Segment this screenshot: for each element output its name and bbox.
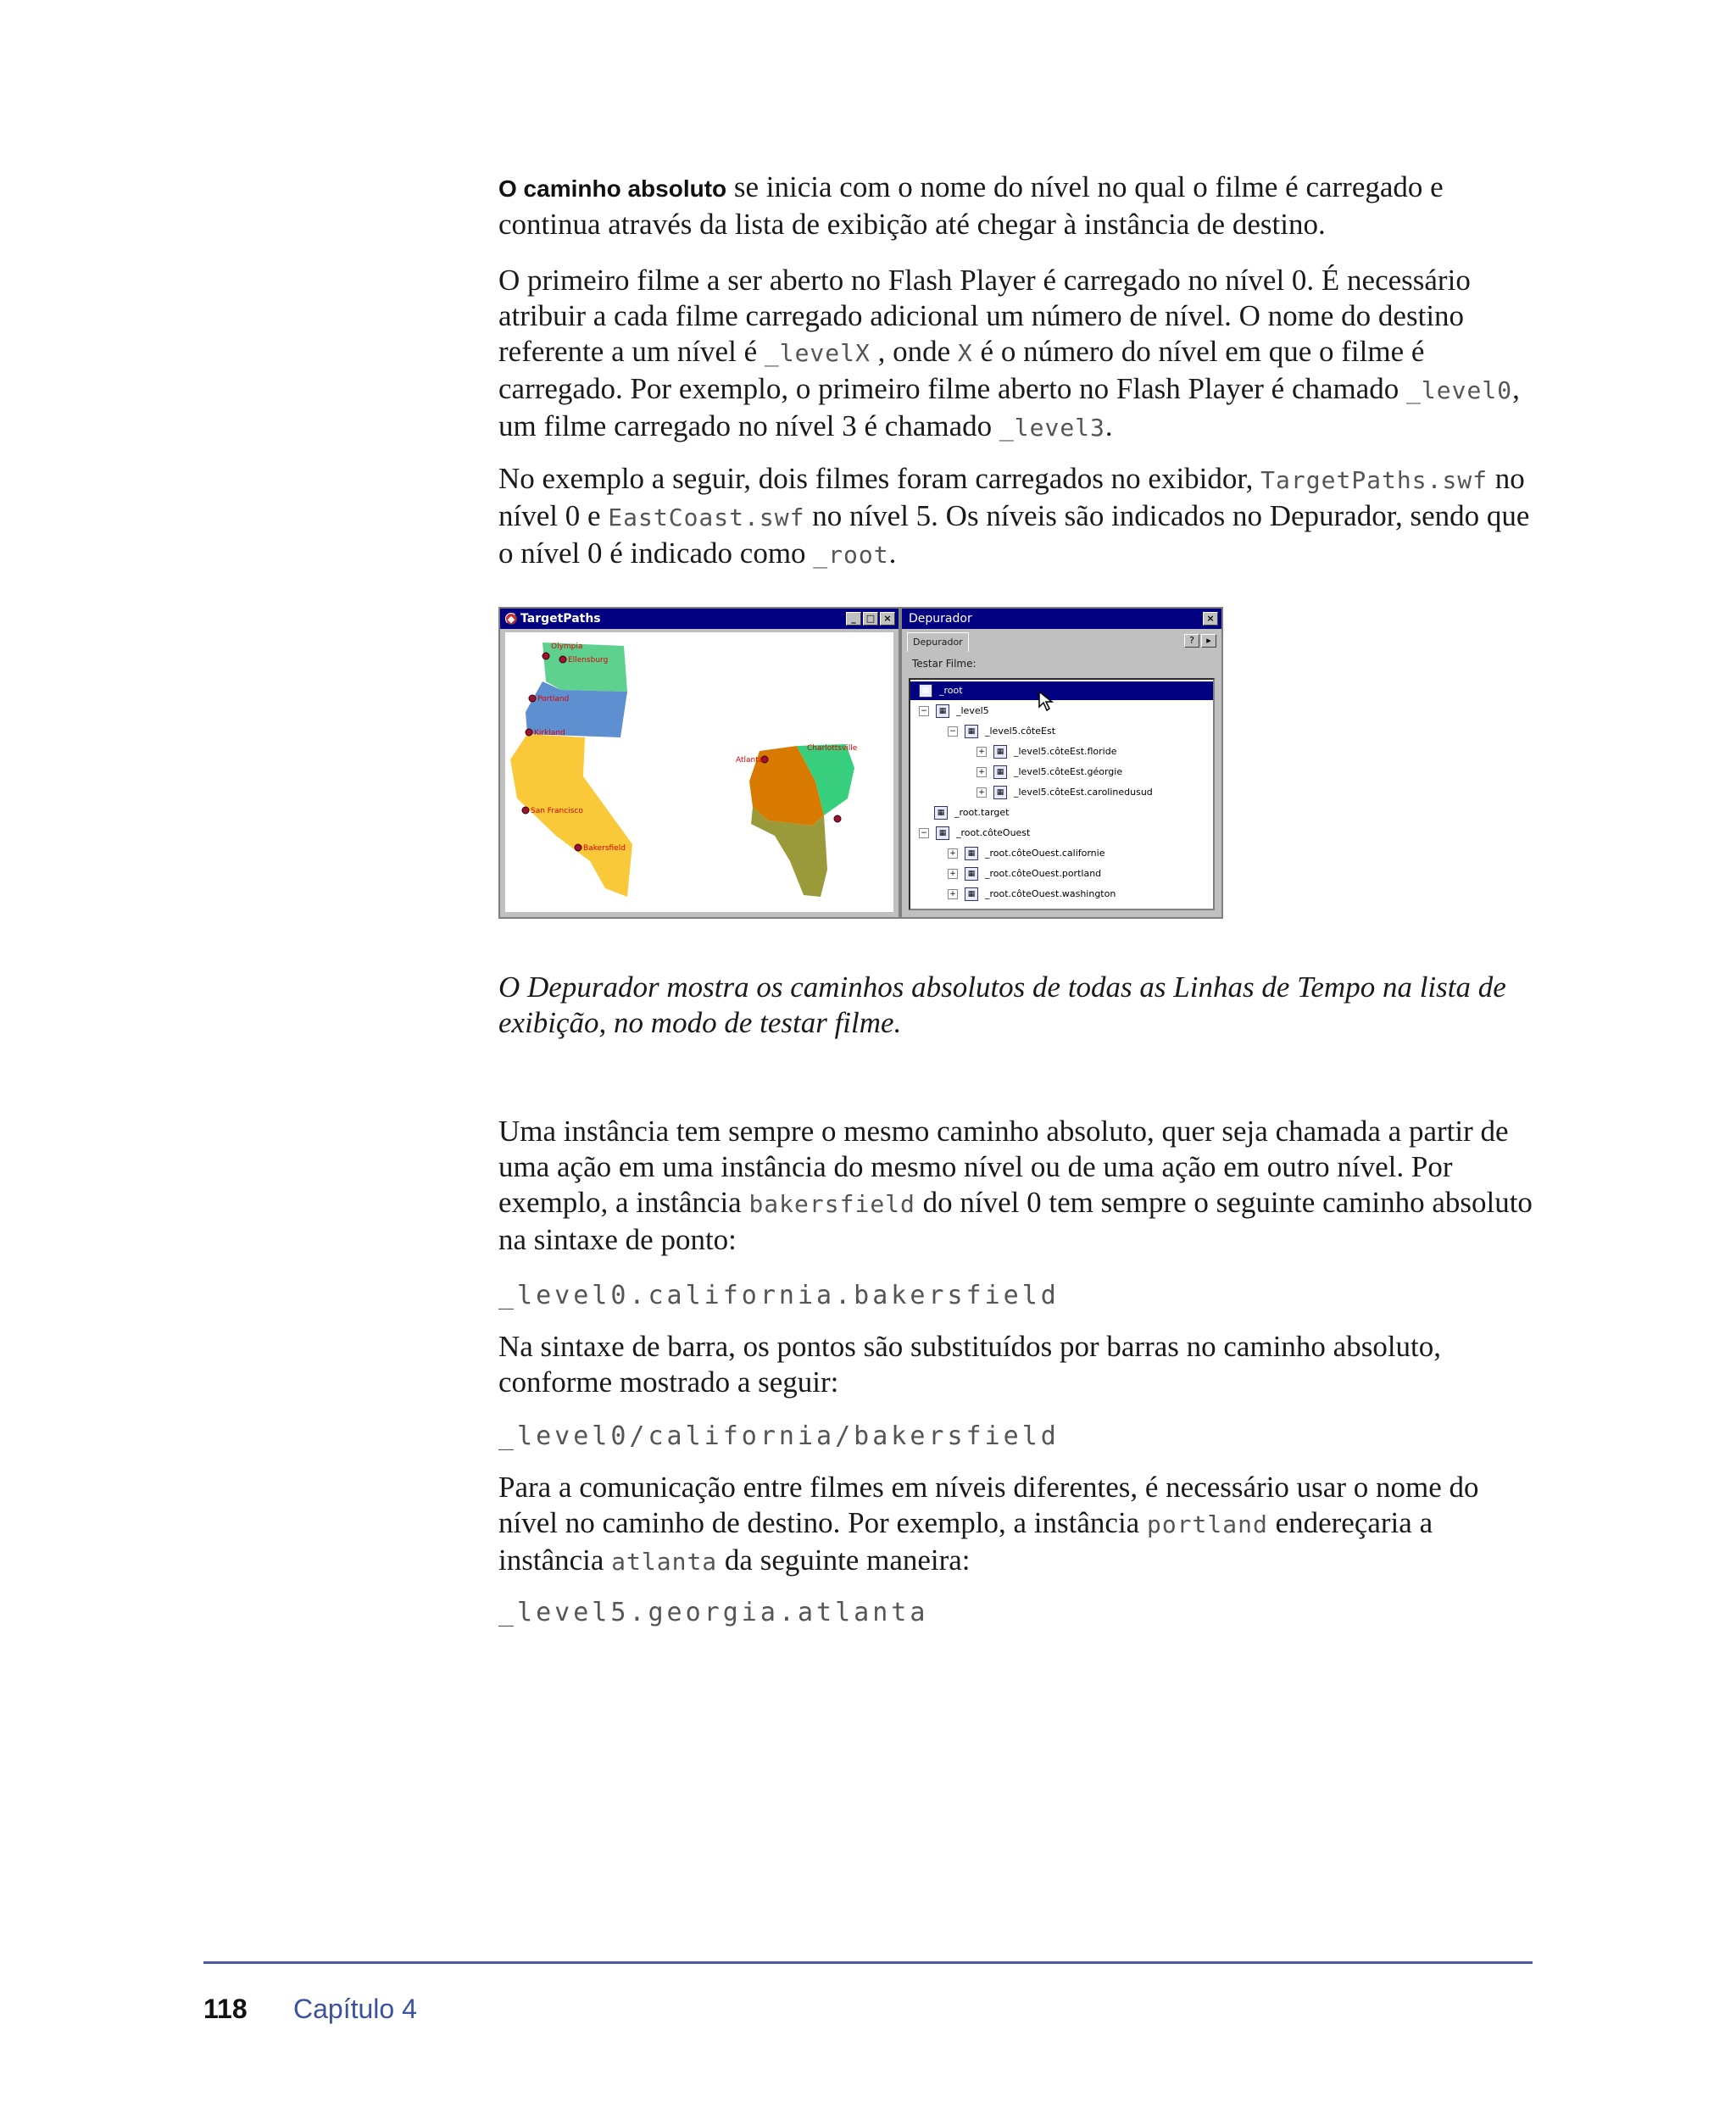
targetpaths-window (498, 607, 900, 919)
expand-icon[interactable]: + (976, 787, 987, 798)
tree-item-label: _root.côteOuest (956, 827, 1031, 838)
caption-text: O Depurador mostra os caminhos absolutos de todas as Linhas de Tempo na lista de exibição, no modo de testar filme. (498, 971, 1506, 1039)
tree-item-label: _root.côteOuest.washington (985, 888, 1116, 899)
tree-item-label: _root.target (954, 807, 1010, 818)
code-inline: EastCoast.swf (608, 503, 805, 531)
expand-icon[interactable]: + (976, 767, 987, 777)
chapter-title: Capítulo 4 (293, 1994, 417, 2024)
maximize-icon[interactable]: □ (863, 612, 878, 626)
movieclip-icon: ▦ (936, 704, 949, 718)
city-label: San Francisco (531, 807, 583, 815)
movieclip-icon: ▦ (936, 826, 949, 840)
tree-item[interactable] (948, 865, 1101, 883)
text: No exemplo a seguir, dois filmes foram carregados no exibidor, (498, 462, 1261, 495)
tree-item[interactable] (948, 844, 1104, 863)
code-inline: _root (813, 541, 889, 569)
text: Uma instância tem sempre o mesmo caminho absoluto, quer seja chamada a partir de uma ação em uma instância do mesmo nível ou de uma ação em outro nível. Por exemplo, a instância (498, 1115, 1509, 1219)
city-label: Atlanta (736, 756, 764, 765)
collapse-icon[interactable]: − (919, 828, 929, 838)
movieclip-icon: ▦ (993, 786, 1007, 799)
code-line: _level0.california.bakersfield (498, 1281, 1060, 1310)
tab-depurador[interactable]: Depurador (907, 632, 969, 652)
code-inline: portland (1146, 1510, 1268, 1538)
movieclip-icon: ▦ (965, 725, 978, 738)
testar-filme-label: Testar Filme: (912, 658, 976, 670)
code-inline: atlanta (611, 1548, 718, 1576)
tree-item[interactable] (976, 763, 1122, 781)
text: Na sintaxe de barra, os pontos são substituídos por barras no caminho absoluto, conforme mostrado a seguir: (498, 1330, 1442, 1399)
movieclip-icon: ▦ (993, 765, 1007, 779)
screenshot-figure (498, 607, 1223, 919)
tree-item[interactable] (919, 702, 989, 720)
movieclip-icon: ▦ (993, 745, 1007, 759)
mouse-pointer-icon (1038, 690, 1054, 712)
tree-item[interactable] (948, 885, 1116, 904)
paragraph-levels (498, 263, 1533, 446)
text: Para a comunicação entre filmes em níveis diferentes, é necessário usar o nome do nível no caminho de destino. Por exemplo, a instância (498, 1471, 1479, 1539)
tree-item[interactable] (934, 804, 1010, 822)
app-icon: ◆ (505, 613, 517, 625)
text: O primeiro filme a ser aberto no Flash Player é carregado no nível 0. É necessário atribuir a cada filme carregado adicional um número de nível. O nome do destino referente a um nível é (498, 264, 1471, 368)
california-state (510, 734, 632, 897)
code-inline: _level3 (999, 414, 1105, 442)
tree-item[interactable] (976, 783, 1153, 802)
tree-item-label: _level5.côteEst (985, 726, 1056, 737)
code-block-slash (498, 1419, 1533, 1454)
help-icon[interactable]: ? (1184, 634, 1199, 648)
states-map (505, 632, 895, 912)
paragraph-absolute-path (498, 170, 1533, 242)
close-icon[interactable]: × (880, 612, 895, 626)
tree-item-label: _level5.côteEst.carolinedusud (1014, 787, 1153, 798)
paragraph-instance-path (498, 1114, 1533, 1258)
window-title: TargetPaths (520, 612, 601, 626)
map-canvas (505, 632, 893, 912)
code-line: _level5.georgia.atlanta (498, 1598, 929, 1627)
tree-item-label: _level5.côteEst.floride (1014, 746, 1117, 757)
tree-item-label: _root (939, 685, 963, 696)
code-inline: X (957, 339, 973, 367)
movieclip-icon: ▦ (965, 847, 978, 860)
tree-item[interactable] (919, 824, 1030, 843)
movieclip-icon: ▦ (965, 867, 978, 881)
figure-caption (498, 970, 1533, 1041)
city-label: Portland (537, 695, 570, 704)
text: é o número do nível em que o filme é carregado. Por exemplo, o primeiro filme aberto no Flash Player é chamado (498, 335, 1425, 405)
city-label: Kirkland (534, 729, 565, 737)
code-inline: _levelX (764, 339, 871, 367)
movieclip-icon: ▦ (934, 806, 948, 820)
text: endereçaria a instância (498, 1506, 1433, 1577)
city-label: Olympia (551, 642, 583, 651)
text: do nível 0 tem sempre o seguinte caminho absoluto na sintaxe de ponto: (498, 1186, 1533, 1256)
code-block-level5 (498, 1595, 1533, 1631)
expand-icon[interactable]: + (948, 889, 958, 899)
collapse-icon[interactable]: − (948, 726, 958, 737)
minimize-icon[interactable]: _ (846, 612, 861, 626)
city-label: Bakersfield (583, 844, 626, 853)
paragraph-levels-communication (498, 1470, 1533, 1580)
text: . (888, 537, 897, 570)
debugger-window (900, 607, 1223, 919)
close-icon[interactable]: × (1203, 612, 1218, 626)
code-inline: bakersfield (748, 1190, 915, 1218)
expand-icon[interactable]: + (948, 848, 958, 859)
tree-item-label: _root.côteOuest.californie (985, 848, 1105, 859)
text: da seguinte maneira: (717, 1543, 971, 1577)
debugger-titlebar (902, 609, 1221, 629)
movieclip-icon: ▦ (965, 887, 978, 901)
tree-item[interactable] (910, 681, 1213, 700)
city-label: Charlottsville (807, 744, 858, 753)
tree-item-label: _root.côteOuest.portland (985, 868, 1102, 879)
page-number: 118 (203, 1994, 248, 2024)
paragraph-slash-syntax (498, 1329, 1533, 1400)
code-block-dot (498, 1278, 1533, 1314)
paragraph-example (498, 461, 1533, 573)
arrow-right-icon[interactable]: ▸ (1201, 634, 1216, 648)
expand-icon[interactable]: + (976, 747, 987, 757)
tree-item-label: _level5 (956, 705, 989, 716)
code-inline: TargetPaths.swf (1260, 466, 1488, 494)
movieclip-icon: ▦ (919, 684, 932, 698)
window-title: Depurador (909, 612, 972, 626)
text: se inicia com o nome do nível no qual o filme é carregado e continua através da lista de exibição até chegar à instância de destino. (498, 170, 1444, 241)
text: no nível 5. Os níveis são indicados no Depurador, sendo que o nível 0 é indicado como (498, 499, 1530, 570)
text: , onde (870, 335, 958, 368)
footer-rule (203, 1961, 1533, 1964)
targetpaths-titlebar (500, 609, 899, 629)
tree-item[interactable] (948, 722, 1055, 741)
display-list-tree (909, 678, 1215, 910)
collapse-icon[interactable]: − (919, 706, 929, 716)
code-line: _level0/california/bakersfield (498, 1421, 1060, 1451)
text: . (1104, 409, 1113, 442)
term-absolute-path: O caminho absoluto (498, 175, 727, 202)
tree-item[interactable] (976, 742, 1117, 761)
text: no nível 0 e (498, 462, 1525, 532)
expand-icon[interactable]: + (948, 869, 958, 879)
tree-item-label: _level5.côteEst.géorgie (1014, 766, 1123, 777)
code-inline: _level0 (1406, 376, 1513, 404)
text: , um filme carregado no nível 3 é chamado (498, 372, 1520, 442)
city-label: Ellensburg (568, 656, 609, 665)
